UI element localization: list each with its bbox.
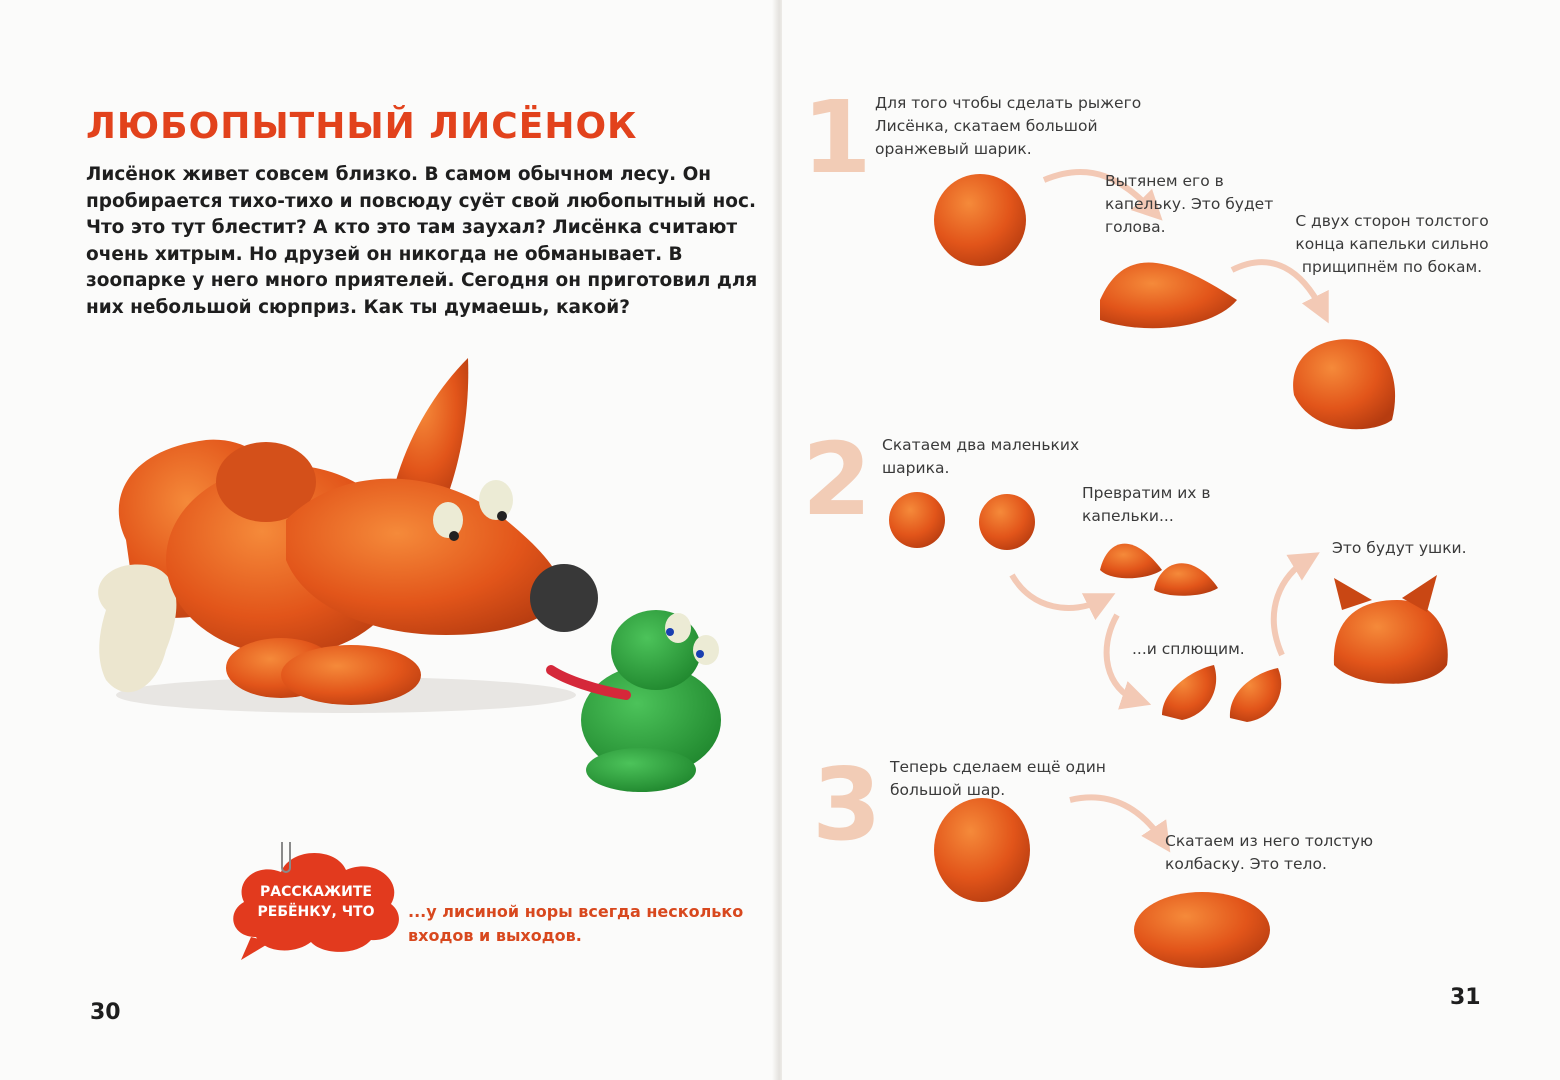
page-number-right: 31 — [1450, 985, 1481, 1010]
step-1-caption-3: С двух сторон толстого конца капельки сильно прищипнём по бокам. — [1295, 212, 1489, 276]
fox-and-frog-illustration — [86, 350, 776, 810]
page-number-left: 30 — [90, 1000, 121, 1025]
step-3-caption-2: Скатаем из него толстую колбаску. Это тело. — [1165, 832, 1374, 873]
step-2-caption-3: ...и сплющим. — [1132, 640, 1245, 658]
step-number-2: 2 — [802, 421, 872, 538]
tell-child-line-1: РАССКАЖИТЕ — [260, 884, 372, 900]
step-2-caption-2: Превратим их в капельки... — [1082, 484, 1211, 525]
fact-text: ...у лисиной норы всегда несколько входов и выходов. — [408, 902, 744, 945]
step-1-caption-2: Вытянем его в капельку. Это будет голова. — [1105, 172, 1274, 236]
step-number-3: 3 — [812, 746, 882, 863]
step-2-caption-4: Это будут ушки. — [1332, 539, 1467, 557]
tell-child-label — [226, 882, 406, 922]
step-number-1: 1 — [802, 79, 872, 196]
page-title: ЛЮБОПЫТНЫЙ ЛИСЁНОК — [86, 106, 638, 147]
intro-paragraph: Лисёнок живет совсем близко. В самом обычном лесу. Он пробирается тихо-тихо и повсюду суёт свой любопытный нос. Что это тут блестит? А кто это там заухал? Лисёнка считают очень хитрым. Но друзей он никогда не обманывает. В зоопарке у него много приятелей. Сегодня он приготовил для них небольшой сюрприз. Как ты думаешь, какой? — [86, 164, 758, 318]
right-page — [782, 0, 1560, 1080]
step-2-caption-1: Скатаем два маленьких шарика. — [882, 436, 1080, 477]
left-page — [0, 0, 778, 1080]
step-1-caption-1: Для того чтобы сделать рыжего Лисёнка, скатаем большой оранжевый шарик. — [875, 94, 1142, 158]
tell-child-line-2: РЕБЁНКУ, ЧТО — [257, 904, 375, 920]
step-3-caption-1: Теперь сделаем ещё один большой шар. — [890, 758, 1106, 799]
